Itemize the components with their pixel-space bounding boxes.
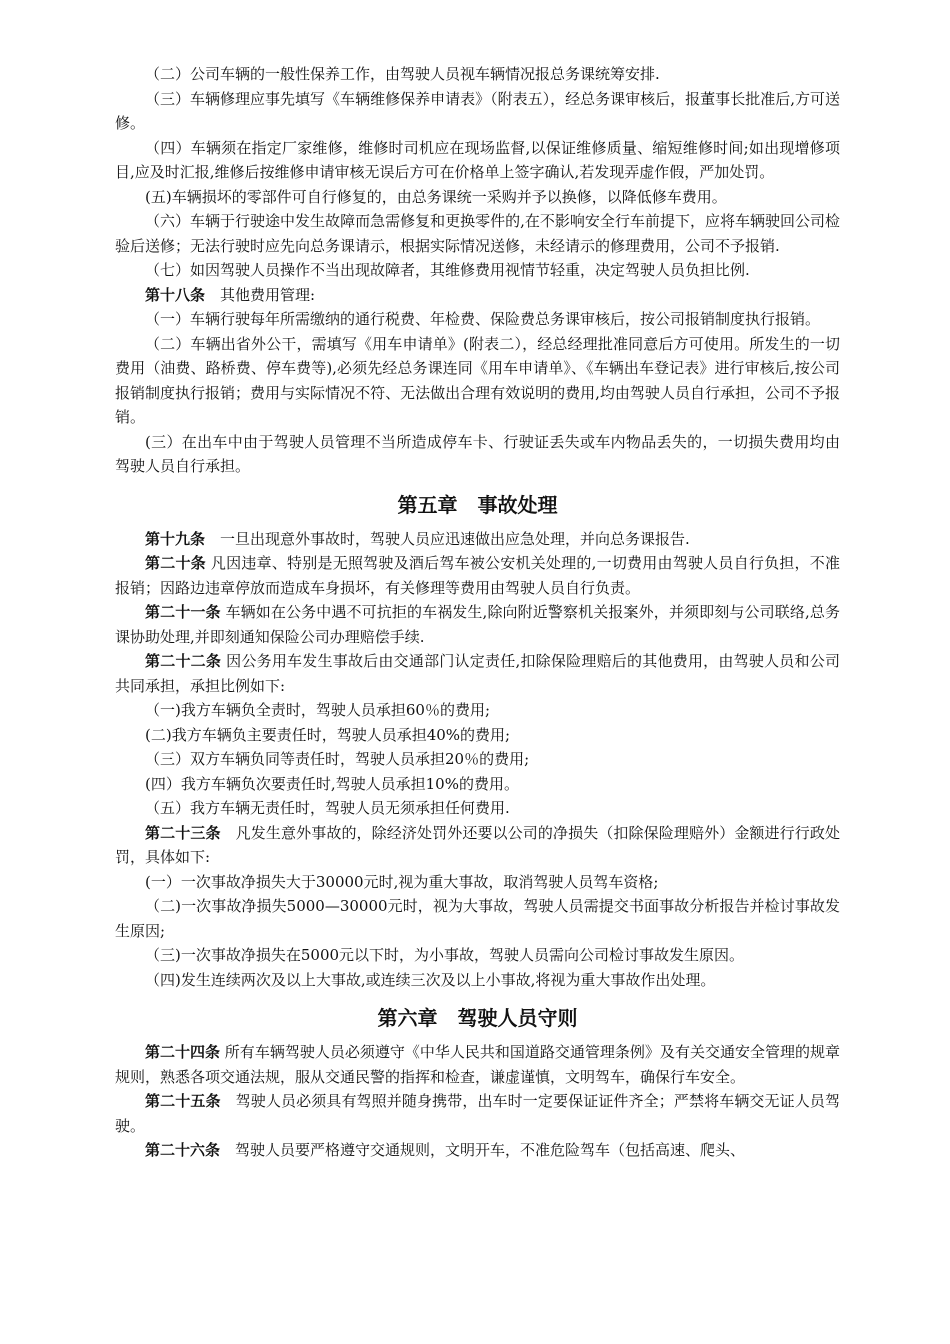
article-paragraph	[115, 821, 840, 870]
clause-paragraph	[115, 968, 840, 993]
clause-paragraph	[115, 870, 840, 895]
article-paragraph	[115, 551, 840, 600]
paragraph-text: （一)我方车辆负全责时，驾驶人员承担60％的费用;	[145, 701, 490, 719]
article-number: 第二十一条	[145, 603, 221, 621]
article-paragraph	[115, 600, 840, 649]
article-paragraph	[115, 283, 840, 308]
paragraph-text: 其他费用管理:	[205, 285, 316, 304]
article-number: 第十八条	[145, 285, 206, 304]
clause-paragraph	[115, 307, 840, 332]
article-number: 第二十条	[145, 554, 206, 572]
clause-paragraph	[115, 698, 840, 723]
chapter-heading: 第六章 驾驶人员守则	[377, 1006, 578, 1030]
clause-paragraph	[115, 87, 840, 136]
clause-paragraph	[115, 723, 840, 748]
paragraph-text: 一旦出现意外事故时，驾驶人员应迅速做出应急处理，并向总务课报告.	[205, 529, 690, 548]
article-paragraph	[115, 649, 840, 698]
article-number: 第二十二条	[145, 652, 222, 670]
article-number: 第二十六条	[145, 1141, 221, 1159]
paragraph-text: （三）车辆修理应事先填写《车辆维修保养申请表》（附表五），经总务课审核后，报董事长批准后,方可送修。	[115, 89, 840, 132]
paragraph-text: (二)我方车辆负主要责任时，驾驶人员承担40%的费用;	[145, 725, 511, 744]
article-paragraph	[115, 1138, 840, 1163]
clause-paragraph	[115, 430, 840, 479]
paragraph-text: 驾驶人员必须具有驾照并随身携带，出车时一定要保证证件齐全；严禁将车辆交无证人员驾驶。	[115, 1092, 840, 1135]
paragraph-text: （四）车辆须在指定厂家维修，维修时司机应在现场监督,以保证维修质量、缩短维修时间;如出现增修项目,应及时汇报,维修后按维修申请审核无误后方可在价格单上签字确认,若发现弄虚作假，严加处罚。	[115, 138, 840, 181]
paragraph-text: （三）双方车辆负同等责任时，驾驶人员承担20％的费用;	[145, 750, 530, 768]
article-number: 第二十三条	[145, 823, 221, 842]
paragraph-text: （七）如因驾驶人员操作不当出现故障者，其维修费用视情节轻重，决定驾驶人员负担比例.	[145, 261, 750, 279]
paragraph-text: （二）车辆出省外公干，需填写《用车申请单》(附表二），经总经理批准同意后方可使用。所发生的一切费用（油费、路桥费、停车费等),必须先经总务课连同《用车申请单》、《车辆出车登记表》进行审核后,按公司报销制度执行报销；费用与实际情况不符、无法做出合理有效说明的费用,均由驾驶人员自行承担，公司不予报销。	[115, 334, 840, 426]
clause-paragraph	[115, 772, 840, 797]
paragraph-text: （二)一次事故净损失5000—30000元时，视为大事故，驾驶人员需提交书面事故分析报告并检讨事故发生原因;	[115, 897, 840, 940]
clause-paragraph	[115, 136, 840, 185]
clause-paragraph	[115, 62, 840, 87]
paragraph-text: （一）车辆行驶每年所需缴纳的通行税费、年检费、保险费总务课审核后，按公司报销制度执行报销。	[145, 310, 821, 328]
clause-paragraph	[115, 894, 840, 943]
paragraph-text: 驾驶人员要严格遵守交通规则，文明开车，不准危险驾车（包括高速、爬头、	[220, 1141, 746, 1159]
paragraph-text: 因公务用车发生事故后由交通部门认定责任,扣除保险理赔后的其他费用，由驾驶人员和公司共同承担，承担比例如下:	[115, 652, 840, 695]
paragraph-text: 凡因违章、特别是无照驾驶及酒后驾车被公安机关处理的,一切费用由驾驶人员自行负担，不准报销；因路边违章停放而造成车身损坏，有关修理等费用由驾驶人员自行负责。	[115, 554, 840, 597]
article-paragraph	[115, 1089, 840, 1138]
clause-paragraph	[115, 185, 840, 210]
clause-paragraph	[115, 258, 840, 283]
article-number: 第十九条	[145, 529, 206, 548]
clause-paragraph	[115, 943, 840, 968]
chapter-heading: 第五章 事故处理	[397, 492, 558, 517]
paragraph-text: (一）一次事故净损失大于30000元时,视为重大事故，取消驾驶人员驾车资格;	[145, 872, 659, 891]
paragraph-text: (三）在出车中由于驾驶人员管理不当所造成停车卡、行驶证丢失或车内物品丢失的，一切损失费用均由驾驶人员自行承担。	[115, 432, 840, 475]
paragraph-text: 凡发生意外事故的，除经济处罚外还要以公司的净损失（扣除保险理赔外）金额进行行政处罚，具体如下:	[115, 823, 840, 866]
paragraph-text: （三)一次事故净损失在5000元以下时，为小事故，驾驶人员需向公司检讨事故发生原因。	[145, 946, 745, 964]
article-paragraph	[115, 1040, 840, 1089]
clause-paragraph	[115, 209, 840, 258]
paragraph-text: 车辆如在公务中遇不可抗拒的车祸发生,除向附近警察机关报案外，并须即刻与公司联络,总务课协助处理,并即刻通知保险公司办理赔偿手续.	[115, 603, 840, 646]
paragraph-text: (四）我方车辆负次要责任时,驾驶人员承担10%的费用。	[145, 774, 519, 793]
paragraph-text: (五)车辆损坏的零部件可自行修复的，由总务课统一采购并予以换修，以降低修车费用。	[145, 187, 727, 206]
paragraph-text: 所有车辆驾驶人员必须遵守《中华人民共和国道路交通管理条例》及有关交通安全管理的规章规则，熟悉各项交通法规，服从交通民警的指挥和检查，谦虚谨慎，文明驾车，确保行车安全。	[115, 1043, 840, 1086]
clause-paragraph	[115, 796, 840, 821]
paragraph-text: （二）公司车辆的一般性保养工作，由驾驶人员视车辆情况报总务课统筹安排.	[145, 65, 660, 83]
paragraph-text: （六）车辆于行驶途中发生故障而急需修复和更换零件的,在不影响安全行车前提下，应将车辆驶回公司检验后送修；无法行驶时应先向总务课请示，根据实际情况送修，未经请示的修理费用，公司不予报销.	[115, 212, 840, 255]
paragraph-text: （四)发生连续两次及以上大事故,或连续三次及以上小事故,将视为重大事故作出处理。	[145, 970, 716, 989]
article-number: 第二十四条	[145, 1043, 221, 1061]
article-paragraph	[115, 527, 840, 552]
paragraph-text: （五）我方车辆无责任时，驾驶人员无须承担任何费用.	[145, 799, 510, 817]
clause-paragraph	[115, 747, 840, 772]
article-number: 第二十五条	[145, 1092, 221, 1110]
clause-paragraph	[115, 332, 840, 430]
